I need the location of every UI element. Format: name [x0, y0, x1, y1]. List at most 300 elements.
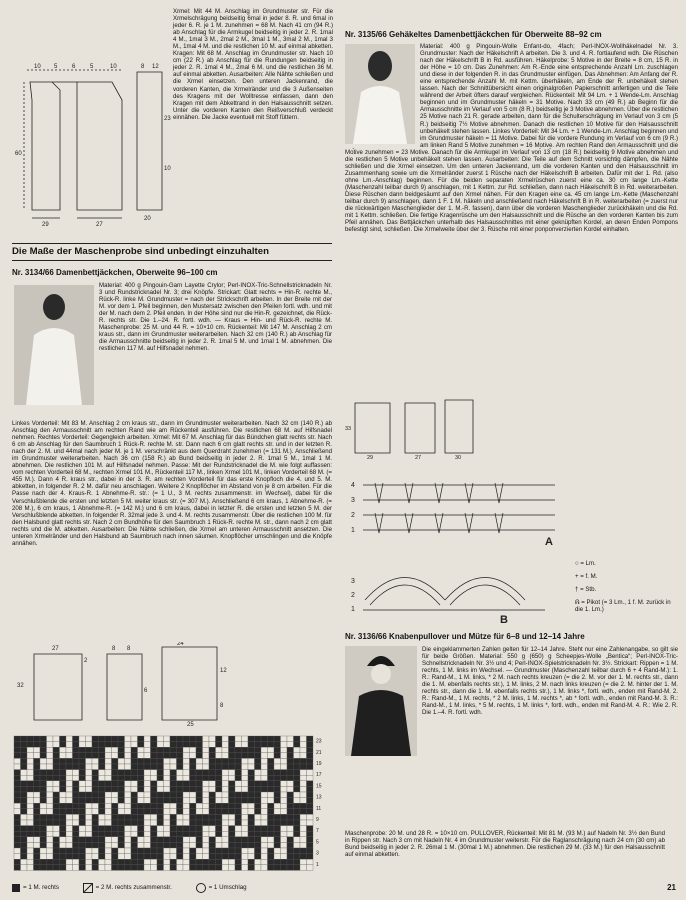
- chart-cell: [274, 854, 281, 860]
- chart-cell: [274, 753, 281, 759]
- chart-cell: [242, 758, 249, 764]
- row-label: 3: [351, 578, 355, 585]
- chart-cell: [248, 747, 255, 753]
- chart-cell: [60, 781, 67, 787]
- chart-cell: [281, 786, 288, 792]
- chart-cell: [79, 814, 86, 820]
- chart-cell: [157, 770, 164, 776]
- chart-cell: [287, 803, 294, 809]
- chart-cell: [131, 842, 138, 848]
- chart-cell: [131, 770, 138, 776]
- chart-cell: [40, 848, 47, 854]
- chart-cell: [92, 814, 99, 820]
- chart-cell: [112, 831, 119, 837]
- chart-cell: [138, 842, 145, 848]
- chart-cell: [274, 848, 281, 854]
- chart-cell: [131, 775, 138, 781]
- chart-cell: [177, 837, 184, 843]
- chart-cell: [307, 781, 314, 787]
- chart-cell: [307, 770, 314, 776]
- chart-cell: [196, 814, 203, 820]
- chart-cell: [47, 865, 54, 871]
- chart-cell: [66, 770, 73, 776]
- chart-cell: [99, 798, 106, 804]
- chart-cell: [294, 837, 301, 843]
- chart-cell: [40, 803, 47, 809]
- chart-cell: [255, 747, 262, 753]
- chart-cell: [300, 781, 307, 787]
- chart-cell: [40, 865, 47, 871]
- chart-cell: [118, 842, 125, 848]
- chart-cell: [177, 865, 184, 871]
- chart-cell: [268, 826, 275, 832]
- chart-cell: [79, 803, 86, 809]
- chart-cell: [274, 770, 281, 776]
- chart-cell: [14, 837, 21, 843]
- chart-cell: [40, 798, 47, 804]
- chart-cell: [99, 781, 106, 787]
- chart-cell: [190, 758, 197, 764]
- chart-cell: [131, 781, 138, 787]
- article-3136-body2: [345, 830, 665, 858]
- chart-cell: [209, 736, 216, 742]
- chart-cell: [190, 831, 197, 837]
- chart-cell: [105, 826, 112, 832]
- chart-cell: [307, 736, 314, 742]
- chart-cell: [92, 803, 99, 809]
- chart-cell: [151, 854, 158, 860]
- chart-cell: [177, 747, 184, 753]
- chart-cell: [235, 803, 242, 809]
- chart-cell: [177, 842, 184, 848]
- chart-cell: [183, 803, 190, 809]
- chart-cell: [73, 786, 80, 792]
- chart-cell: [287, 831, 294, 837]
- chart-cell: [60, 842, 67, 848]
- chart-cell: [164, 854, 171, 860]
- chart-cell: [196, 848, 203, 854]
- chart-cell: [86, 792, 93, 798]
- chart-cell: [73, 803, 80, 809]
- article-3135: [345, 30, 677, 42]
- chart-cell: [261, 831, 268, 837]
- chart-cell: [274, 736, 281, 742]
- chart-cell: [21, 820, 28, 826]
- chart-cell: [248, 809, 255, 815]
- woman-figure-icon: [345, 44, 415, 144]
- chart-cell: [177, 798, 184, 804]
- chart-cell: [281, 865, 288, 871]
- chart-cell: [34, 758, 41, 764]
- chart-cell: [294, 814, 301, 820]
- dim-label: 29: [42, 222, 49, 228]
- chart-cell: [131, 820, 138, 826]
- chart-cell: [47, 786, 54, 792]
- chart-cell: [281, 758, 288, 764]
- chart-cell: [138, 854, 145, 860]
- chart-cell: [300, 831, 307, 837]
- chart-cell: [190, 859, 197, 865]
- chart-cell: [99, 826, 106, 832]
- chart-cell: [281, 809, 288, 815]
- chart-cell: [151, 803, 158, 809]
- chart-cell: [268, 736, 275, 742]
- chart-cell: [86, 826, 93, 832]
- chart-cell: [281, 803, 288, 809]
- chart-cell: [222, 758, 229, 764]
- chart-cell: [105, 786, 112, 792]
- chart-cell: [222, 770, 229, 776]
- chart-cell: [170, 742, 177, 748]
- chart-cell: [144, 786, 151, 792]
- chart-row-number: 21: [316, 749, 322, 756]
- chart-cell: [66, 820, 73, 826]
- chart-cell: [105, 809, 112, 815]
- dim-label: 8: [112, 646, 116, 652]
- chart-cell: [125, 865, 132, 871]
- chart-cell: [144, 865, 151, 871]
- chart-cell: [66, 742, 73, 748]
- chart-cell: [183, 859, 190, 865]
- chart-cell: [274, 758, 281, 764]
- chart-cell: [196, 742, 203, 748]
- chart-cell: [66, 792, 73, 798]
- chart-cell: [112, 814, 119, 820]
- chart-cell: [60, 747, 67, 753]
- chart-cell: [222, 781, 229, 787]
- chart-cell: [40, 747, 47, 753]
- chart-cell: [190, 809, 197, 815]
- chart-cell: [112, 848, 119, 854]
- chart-cell: [14, 764, 21, 770]
- chart-cell: [105, 764, 112, 770]
- chart-cell: [216, 786, 223, 792]
- chart-cell: [242, 814, 249, 820]
- chart-cell: [86, 758, 93, 764]
- chart-cell: [255, 848, 262, 854]
- chart-row-number: 7: [316, 828, 319, 835]
- chart-cell: [53, 770, 60, 776]
- chart-cell: [170, 854, 177, 860]
- knit-together-icon: [83, 883, 93, 893]
- chart-cell: [99, 842, 106, 848]
- chart-cell: [183, 826, 190, 832]
- chart-cell: [21, 758, 28, 764]
- chart-cell: [86, 764, 93, 770]
- chart-cell: [105, 848, 112, 854]
- chart-cell: [203, 809, 210, 815]
- chart-cell: [118, 792, 125, 798]
- chart-cell: [66, 854, 73, 860]
- chart-cell: [47, 809, 54, 815]
- chart-cell: [170, 758, 177, 764]
- chart-cell: [138, 792, 145, 798]
- chart-cell: [177, 764, 184, 770]
- chart-row-number: 13: [316, 794, 322, 801]
- chart-cell: [287, 786, 294, 792]
- chart-cell: [216, 859, 223, 865]
- chart-cell: [118, 770, 125, 776]
- chart-cell: [66, 786, 73, 792]
- chart-cell: [86, 865, 93, 871]
- chart-cell: [216, 753, 223, 759]
- chart-cell: [222, 736, 229, 742]
- chart-cell: [131, 837, 138, 843]
- chart-cell: [144, 747, 151, 753]
- chart-cell: [287, 764, 294, 770]
- chart-cell: [40, 814, 47, 820]
- chart-cell: [112, 742, 119, 748]
- chart-cell: [53, 820, 60, 826]
- chart-cell: [255, 798, 262, 804]
- chart-cell: [170, 798, 177, 804]
- dim-label: 24: [177, 642, 184, 647]
- chart-cell: [131, 865, 138, 871]
- chart-cell: [40, 764, 47, 770]
- chart-cell: [170, 842, 177, 848]
- chart-cell: [164, 859, 171, 865]
- chart-cell: [229, 859, 236, 865]
- chart-cell: [27, 854, 34, 860]
- chart-cell: [144, 770, 151, 776]
- chart-cell: [40, 770, 47, 776]
- chart-cell: [47, 831, 54, 837]
- dim-label: 29: [367, 455, 374, 460]
- chart-cell: [34, 842, 41, 848]
- chart-cell: [190, 781, 197, 787]
- chart-cell: [248, 842, 255, 848]
- chart-cell: [151, 831, 158, 837]
- chart-cell: [144, 809, 151, 815]
- chart-cell: [222, 814, 229, 820]
- chart-cell: [274, 742, 281, 748]
- chart-cell: [164, 736, 171, 742]
- boy-figure-icon: [345, 646, 417, 756]
- chart-cell: [287, 758, 294, 764]
- chart-cell: [14, 753, 21, 759]
- chart-cell: [242, 842, 249, 848]
- chart-cell: [196, 786, 203, 792]
- chart-cell: [27, 803, 34, 809]
- chart-cell: [229, 803, 236, 809]
- chart-cell: [34, 770, 41, 776]
- dim-label: 5: [90, 64, 94, 70]
- top-left-instructions: [173, 8, 333, 121]
- dim-label: 32: [17, 683, 24, 689]
- chart-cell: [242, 770, 249, 776]
- chart-cell: [105, 820, 112, 826]
- chart-cell: [307, 742, 314, 748]
- chart-cell: [177, 859, 184, 865]
- chart-cell: [47, 753, 54, 759]
- chart-cell: [242, 854, 249, 860]
- dim-label: 2: [84, 658, 88, 664]
- chart-cell: [229, 758, 236, 764]
- chart-cell: [307, 837, 314, 843]
- chart-cell: [138, 742, 145, 748]
- chart-cell: [170, 809, 177, 815]
- chart-cell: [287, 854, 294, 860]
- chart-cell: [209, 848, 216, 854]
- chart-cell: [79, 792, 86, 798]
- chart-cell: [86, 742, 93, 748]
- chart-cell: [190, 736, 197, 742]
- chart-cell: [274, 809, 281, 815]
- chart-cell: [40, 820, 47, 826]
- chart-cell: [229, 747, 236, 753]
- chart-cell: [222, 753, 229, 759]
- chart-cell: [183, 848, 190, 854]
- chart-cell: [144, 798, 151, 804]
- chart-cell: [229, 826, 236, 832]
- chart-cell: [66, 775, 73, 781]
- chart-cell: [131, 848, 138, 854]
- chart-cell: [242, 865, 249, 871]
- chart-cell: [21, 803, 28, 809]
- chart-cell: [196, 820, 203, 826]
- chart-cell: [281, 842, 288, 848]
- dim-label: 10: [164, 166, 171, 172]
- chart-cell: [248, 798, 255, 804]
- dim-label: 6: [72, 64, 76, 70]
- chart-cell: [281, 775, 288, 781]
- chart-cell: [79, 798, 86, 804]
- chart-cell: [53, 742, 60, 748]
- chart-cell: [40, 736, 47, 742]
- chart-cell: [229, 842, 236, 848]
- chart-cell: [255, 826, 262, 832]
- chart-cell: [14, 859, 21, 865]
- chart-cell: [27, 736, 34, 742]
- chart-cell: [144, 758, 151, 764]
- chart-cell: [300, 786, 307, 792]
- chart-cell: [157, 742, 164, 748]
- chart-cell: [209, 809, 216, 815]
- chart-cell: [274, 775, 281, 781]
- chart-cell: [99, 859, 106, 865]
- chart-cell: [73, 831, 80, 837]
- chart-cell: [196, 803, 203, 809]
- chart-cell: [27, 814, 34, 820]
- chart-cell: [170, 831, 177, 837]
- chart-cell: [300, 742, 307, 748]
- chart-cell: [21, 837, 28, 843]
- chart-cell: [34, 736, 41, 742]
- chart-cell: [255, 859, 262, 865]
- chart-cell: [66, 865, 73, 871]
- chart-cell: [60, 792, 67, 798]
- chart-cell: [261, 736, 268, 742]
- chart-cell: [66, 736, 73, 742]
- chart-cell: [34, 814, 41, 820]
- chart-cell: [34, 786, 41, 792]
- chart-cell: [255, 786, 262, 792]
- chart-cell: [294, 775, 301, 781]
- chart-cell: [27, 792, 34, 798]
- chart-cell: [294, 826, 301, 832]
- chart-cell: [92, 848, 99, 854]
- chart-cell: [157, 803, 164, 809]
- chart-cell: [235, 826, 242, 832]
- chart-cell: [248, 859, 255, 865]
- chart-cell: [60, 859, 67, 865]
- chart-cell: [66, 809, 73, 815]
- chart-cell: [307, 820, 314, 826]
- chart-cell: [144, 820, 151, 826]
- chart-cell: [209, 842, 216, 848]
- chart-cell: [287, 747, 294, 753]
- chart-cell: [216, 837, 223, 843]
- chart-cell: [157, 775, 164, 781]
- chart-cell: [281, 831, 288, 837]
- chart-cell: [92, 809, 99, 815]
- chart-cell: [40, 831, 47, 837]
- chart-cell: [294, 831, 301, 837]
- chart-cell: [170, 781, 177, 787]
- chart-cell: [66, 842, 73, 848]
- chart-cell: [248, 826, 255, 832]
- chart-cell: [73, 764, 80, 770]
- chart-cell: [183, 781, 190, 787]
- chart-cell: [157, 798, 164, 804]
- article-3135-body-continued: [345, 148, 678, 393]
- chart-cell: [261, 781, 268, 787]
- chart-cell: [287, 814, 294, 820]
- legend-ch: ○ = Lm.: [575, 560, 596, 567]
- chart-cell: [177, 854, 184, 860]
- chart-cell: [86, 770, 93, 776]
- chart-cell: [294, 854, 301, 860]
- legend-k2tog: = 2 M. rechts zusammenstr.: [95, 884, 172, 891]
- chart-cell: [196, 826, 203, 832]
- chart-cell: [307, 764, 314, 770]
- chart-cell: [105, 770, 112, 776]
- chart-cell: [14, 854, 21, 860]
- article-3134-heading: Nr. 3134/66 Damenbettjäckchen, Oberweite 96–100 cm: [12, 268, 218, 277]
- dim-label: 12: [220, 668, 227, 674]
- chart-cell: [203, 820, 210, 826]
- chart-cell: [86, 809, 93, 815]
- chart-cell: [34, 826, 41, 832]
- chart-cell: [307, 854, 314, 860]
- chart-cell: [66, 848, 73, 854]
- chart-cell: [183, 798, 190, 804]
- chart-cell: [60, 764, 67, 770]
- chart-cell: [268, 803, 275, 809]
- chart-cell: [242, 792, 249, 798]
- chart-cell: [125, 831, 132, 837]
- chart-cell: [60, 786, 67, 792]
- chart-cell: [40, 826, 47, 832]
- chart-cell: [131, 736, 138, 742]
- chart-cell: [222, 831, 229, 837]
- chart-cell: [66, 798, 73, 804]
- chart-cell: [151, 781, 158, 787]
- chart-cell: [79, 837, 86, 843]
- chart-cell: [118, 831, 125, 837]
- chart-cell: [222, 820, 229, 826]
- article-3135-text: Material: 400 g Pingouin-Wolle Enfant-do, 4fach; Perl-INOX-Wollhäkelnadel Nr. 3. Grundmuster: Nach der Häkelschrift A arbeiten. Die 3. und 4. R. fortlaufend wdh. Die Rüschen nach der Häkelschrift B in Rd. ausführen. Häkelprobe: 5 Motive in der Breite = 8 cm, 15 R. in der Höhe = 10 cm. Das Zunehmen: Am R.-Ende eine entsprechende Anzahl Lm. zuschlagen und diese in der folgenden R. in das Grundmuster einfügen. Das Abnehmen: Am Anfang der R. eine entsprechende Anzahl M. mit Kettm. überhäkeln, am Ende der R. unbehäkelt stehen lassen. Nach der Schnittübersicht einen originalgroßen Papierschnitt anfertigen und die Teile während der Arbeit öfters darauf vergleichen. Rückenteil: Mit 94 Lm. + 1 Wende-Lm. Anschlag beginnen und im Grundmuster häkeln = 31 Motive. Nach 33 cm (49 R.) ab Beginn für die Armausschnitte im Verlauf von 5 cm (8 R.) beidseitig je 3 Motive abnehmen. Über die restlichen 25 Motive nach 21 R. gerade arbeiten, dann für die Schulterschrägung im Verlauf von 3 cm (5 R.) beidseitig 7½ Motive abnehmen. Danach die restlichen 10 Motive für den Halsausschnitt unbehäkelt stehen lassen. Linkes Vorderteil: Mit 34 Lm. + 1 Wende-Lm. Anschlag beginnen und im Grundmuster häkeln = 11 Motive. Dabei für die vordere Rundung im Verlauf von 6 cm (9 R.) am linken Rand 5 Motive zunehmen = 16 Motive. Am rechten Rand den Armausschnitt und die: [420, 43, 678, 148]
- chart-cell: [242, 848, 249, 854]
- chart-cell: [73, 809, 80, 815]
- chart-cell: [151, 770, 158, 776]
- chart-cell: [261, 809, 268, 815]
- dim-label: 8: [127, 646, 131, 652]
- chart-cell: [170, 770, 177, 776]
- chart-cell: [177, 753, 184, 759]
- chart-cell: [125, 803, 132, 809]
- chart-cell: [183, 775, 190, 781]
